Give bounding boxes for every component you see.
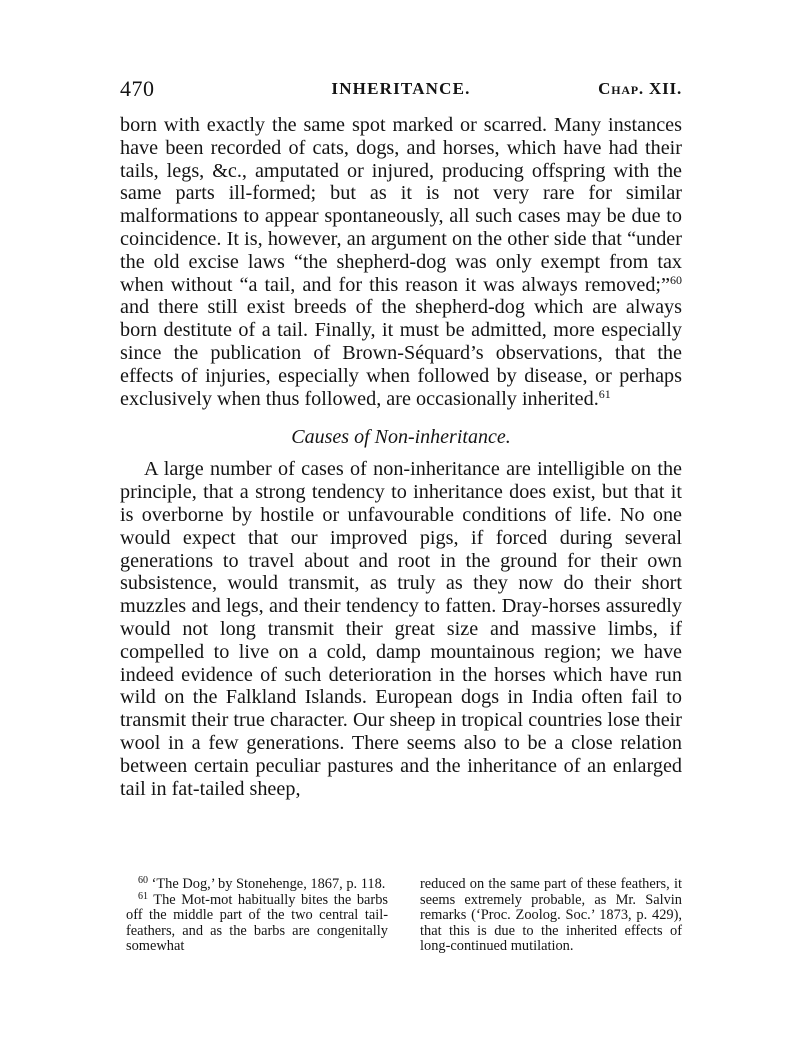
body-text (120, 114, 682, 800)
footnote-number: 61 (138, 890, 148, 902)
footnote-ref-60: 60 (670, 272, 682, 287)
paragraph-text: and there still exist breeds of the shepherd-dog which are always born destitute of a tail. Finally, it must be admitted, more especially since the publication of Brown-Séquard’s observations, that the effects of injuries, especially when followed by disease, or perhaps exclusively when thus followed, are occasionally inherited. (120, 296, 682, 410)
footnote-61 (126, 890, 388, 955)
footnote-61-continued: reduced on the same part of these feathers, it seems extremely probable, as Mr. Salvin remarks (‘Proc. Zoolog. Soc.’ 1873, p. 429), that this is due to the inherited effects of long-continued mutilation. (420, 876, 682, 955)
footnote-text: ‘The Dog,’ by Stonehenge, 1867, p. 118. (148, 876, 386, 892)
running-title: INHERITANCE. (331, 79, 471, 98)
paragraph-continued (120, 114, 682, 410)
footnote-column-left (126, 877, 388, 955)
chapter-label: Chap. XII. (598, 79, 682, 98)
footnote-60 (126, 877, 388, 893)
footnotes (126, 877, 682, 955)
page-number: 470 (120, 76, 155, 101)
running-head (120, 76, 682, 102)
footnote-number: 60 (138, 875, 148, 886)
footnote-ref-61: 61 (598, 386, 611, 401)
footnote-column-right (420, 877, 682, 955)
footnote-text: The Mot-mot habitually bites the barbs off the middle part of the two central tail-feathers, and as the barbs are congenitally somewhat (126, 891, 388, 955)
paragraph: A large number of cases of non-inheritance are intelligible on the principle, that a strong tendency to inheritance does exist, but that it is overborne by hostile or unfavourable conditions of life. No one would expect that our improved pigs, if forced during several generations to travel about and root in the ground for their own subsistence, would transmit, as truly as they now do their short muzzles and legs, and their tendency to fatten. Dray-horses assuredly would not long transmit their great size and massive limbs, if compelled to live on a cold, damp mountainous region; we have indeed evidence of such deterioration in the horses which have run wild on the Falkland Islands. European dogs in India often fail to transmit their true character. Our sheep in tropical countries lose their wool in a few generations. There seems also to be a close relation between certain peculiar pastures and the inheritance of an enlarged tail in fat-tailed sheep, (120, 458, 682, 800)
paragraph-text: born with exactly the same spot marked or scarred. Many instances have been recorded of cats, dogs, and horses, which have had their tails, legs, &c., amputated or injured, producing offspring with the same parts ill-formed; but as it is not very rare for similar malformations to appear spontaneously, all such cases may be due to coincidence. It is, however, an argument on the other side that “under the old excise laws “the shepherd-dog was only exempt from tax when without “a tail, and for this reason it was always removed;” (120, 114, 682, 296)
section-heading: Causes of Non-inheritance. (291, 426, 511, 449)
